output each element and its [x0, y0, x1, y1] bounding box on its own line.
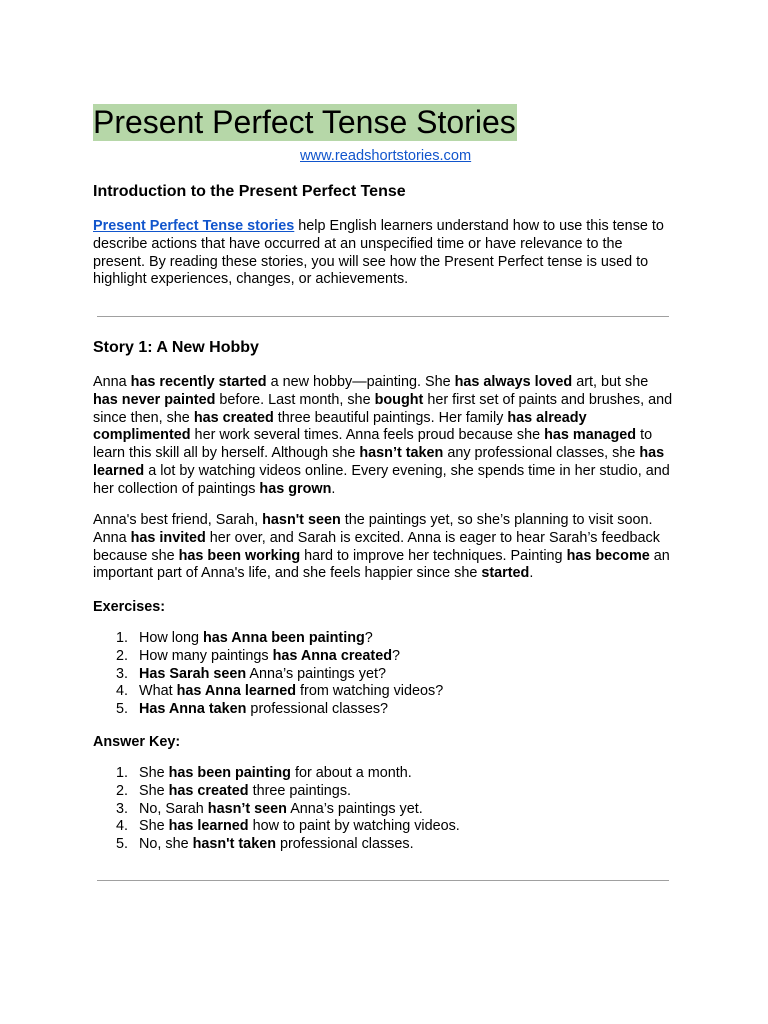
bold-verb: hasn’t seen — [207, 800, 287, 817]
answer-key-label: Answer Key: — [93, 734, 181, 750]
text-run: Anna — [93, 374, 131, 390]
text-run: ? — [364, 630, 373, 646]
bold-verb: has become — [566, 547, 650, 564]
bold-verb: has created — [193, 409, 274, 426]
list-number: 2. — [116, 647, 129, 664]
text-run: before. Last month, she — [215, 391, 375, 408]
list-item — [93, 666, 443, 684]
text-run: How long — [139, 630, 203, 646]
bold-verb: has been painting — [168, 765, 291, 781]
text-run: a new hobby—painting. She — [266, 374, 455, 390]
bold-verb: has managed — [544, 427, 637, 444]
bold-verb: hasn’t taken — [359, 445, 444, 462]
text-run: any professional classes, she — [443, 445, 640, 462]
list-item — [93, 836, 460, 854]
text-run: No, Sarah — [139, 800, 208, 817]
text-run: how to paint by watching videos. — [248, 818, 460, 835]
text-run: She — [139, 818, 169, 835]
bold-verb: has grown — [259, 480, 332, 497]
list-item — [93, 630, 443, 648]
list-number: 3. — [116, 800, 129, 817]
story-heading: Story 1: A New Hobby — [93, 339, 259, 356]
text-run: hard to improve her techniques. Painting — [300, 547, 567, 564]
bold-verb: Has Anna taken — [139, 701, 247, 718]
list-number: 4. — [116, 683, 129, 700]
exercises-label: Exercises: — [93, 599, 166, 615]
bold-verb: has already complimented — [93, 409, 587, 444]
list-item — [93, 683, 443, 701]
list-number: 4. — [116, 818, 129, 835]
text-run: She — [139, 782, 169, 799]
bold-verb: has Anna created — [272, 647, 393, 664]
text-run: Anna’s paintings yet. — [286, 800, 423, 817]
text-run: No, she — [139, 836, 193, 853]
title-container — [93, 104, 517, 141]
site-link[interactable]: www.readshortstories.com — [300, 148, 472, 164]
bold-verb: bought — [374, 391, 424, 408]
text-run: to learn this skill all by herself. Although she — [93, 427, 653, 462]
answer-key-list — [93, 765, 460, 854]
intro-paragraph — [93, 218, 675, 289]
bold-verb: has been working — [178, 547, 301, 564]
list-item — [93, 783, 460, 801]
text-run: Anna’s paintings yet? — [246, 665, 386, 682]
page-title: Present Perfect Tense Stories — [93, 104, 516, 140]
text-run: for about a month. — [290, 765, 412, 781]
exercises-list — [93, 630, 443, 719]
divider — [97, 316, 669, 317]
bold-verb: has Anna been painting — [203, 630, 365, 646]
text-run: a lot by watching videos online. Every evening, she spends time in her studio, and her collection of paintings — [93, 462, 670, 497]
stories-link[interactable]: Present Perfect Tense stories — [93, 218, 295, 234]
intro-heading: Introduction to the Present Perfect Tense — [93, 183, 406, 200]
text-run: ? — [392, 647, 401, 664]
bold-verb: has created — [168, 782, 249, 799]
text-run: professional classes? — [246, 701, 389, 718]
text-run: an important part of Anna's life, and she feels happier since she — [93, 547, 670, 582]
intro-text: help English learners understand how to use this tense to describe actions that have occurred at an unspecified time or have relevance to the present. By reading these stories, you will see how the Present Perfect tense is used to highlight experiences, changes, or achievements. — [93, 218, 664, 288]
story-paragraph-2 — [93, 512, 675, 583]
list-item — [93, 765, 460, 783]
list-number: 1. — [116, 765, 129, 781]
text-run: How many paintings — [139, 647, 273, 664]
bold-verb: has invited — [130, 529, 206, 546]
text-run: art, but she — [572, 374, 649, 390]
bold-verb: has always loved — [454, 374, 573, 390]
list-number: 2. — [116, 782, 129, 799]
bold-verb: has learned — [93, 445, 665, 479]
bold-verb: has Anna learned — [176, 683, 297, 700]
list-item — [93, 818, 460, 836]
story-paragraph-1 — [93, 374, 675, 499]
list-item — [93, 648, 443, 666]
text-run: professional classes. — [276, 836, 414, 853]
bold-verb: started — [481, 565, 530, 582]
list-item — [93, 801, 460, 819]
text-run: Anna's best friend, Sarah, — [93, 512, 263, 528]
list-number: 3. — [116, 665, 129, 682]
bold-verb: has learned — [168, 818, 249, 835]
bold-verb: has recently started — [130, 374, 267, 390]
text-run: three paintings. — [248, 782, 352, 799]
bold-verb: Has Sarah seen — [139, 665, 247, 682]
list-item — [93, 701, 443, 719]
text-run: She — [139, 765, 169, 781]
text-run: three beautiful paintings. Her family — [273, 409, 508, 426]
text-run: . — [529, 565, 534, 582]
text-run: the paintings yet, so she’s planning to visit soon. Anna — [93, 512, 653, 546]
list-number: 1. — [116, 630, 129, 646]
text-run: her over, and Sarah is excited. Anna is eager to hear Sarah’s feedback because she — [93, 529, 660, 564]
text-run: her first set of paints and brushes, and since then, she — [93, 391, 673, 426]
text-run: . — [331, 480, 336, 497]
divider-bottom — [97, 880, 669, 881]
bold-verb: hasn't taken — [192, 836, 276, 853]
text-run: from watching videos? — [296, 683, 444, 700]
bold-verb: hasn't seen — [262, 512, 341, 528]
text-run: What — [139, 683, 177, 700]
bold-verb: has never painted — [93, 391, 216, 408]
list-number: 5. — [116, 836, 129, 853]
list-number: 5. — [116, 701, 129, 718]
text-run: her work several times. Anna feels proud because she — [190, 427, 545, 444]
